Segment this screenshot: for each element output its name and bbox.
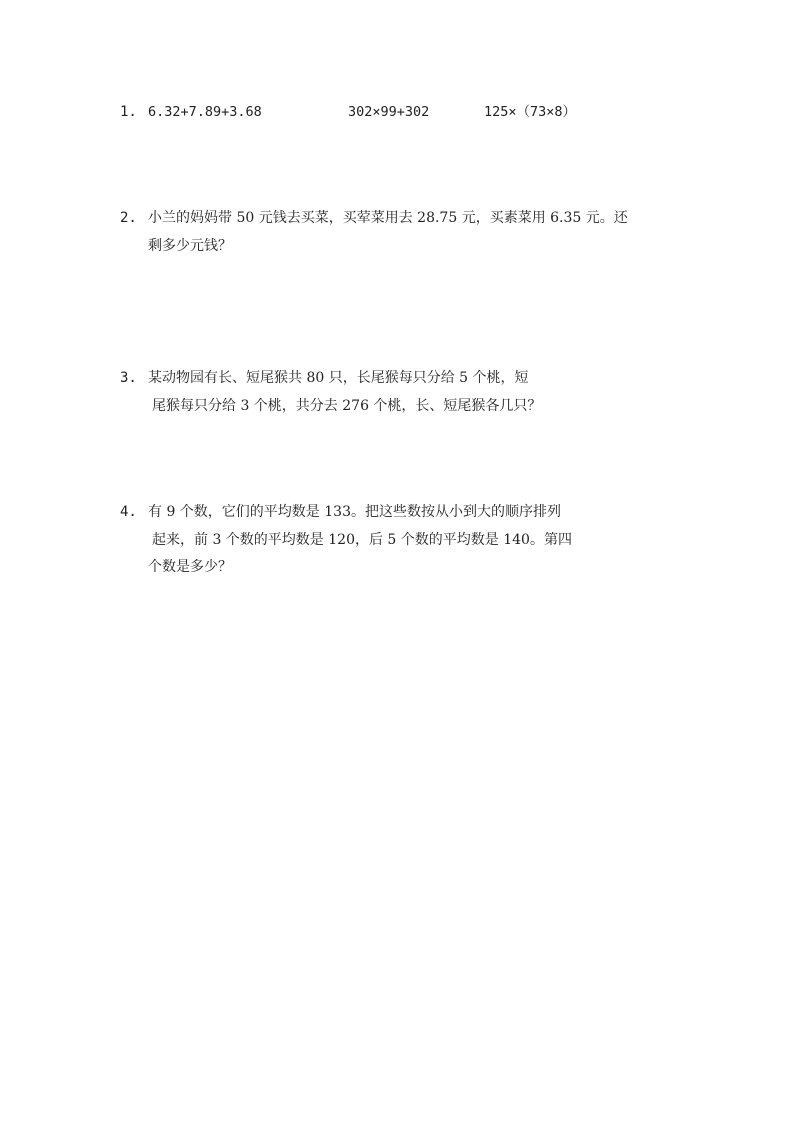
question-text-line: 剩多少元钱？ — [148, 238, 232, 254]
question-text-line: 小兰的妈妈带 50 元钱去买菜，买荤菜用去 28.75 元，买素菜用 6.35 元。还 — [148, 210, 628, 226]
question-text-line: 某动物园有长、短尾猴共 80 只，长尾猴每只分给 5 个桃，短 — [148, 370, 529, 386]
expression-b: 302×99+302 — [348, 104, 430, 120]
expression-c: 125×（73×8） — [484, 104, 577, 120]
question-text-line: 个数是多少？ — [148, 559, 232, 575]
question-text-line: 尾猴每只分给 3 个桃，共分去 276 个桃，长、短尾猴各几只？ — [152, 398, 542, 414]
question-number: 4. — [120, 504, 137, 520]
question-text-line: 起来，前 3 个数的平均数是 120，后 5 个数的平均数是 140。第四 — [152, 532, 572, 548]
question-number: 2. — [120, 210, 137, 226]
question-text-line: 有 9 个数，它们的平均数是 133。把这些数按从小到大的顺序排列 — [148, 504, 561, 520]
question-number: 1. — [120, 104, 137, 120]
question-number: 3. — [120, 370, 137, 386]
expression-a: 6.32+7.89+3.68 — [148, 104, 262, 120]
